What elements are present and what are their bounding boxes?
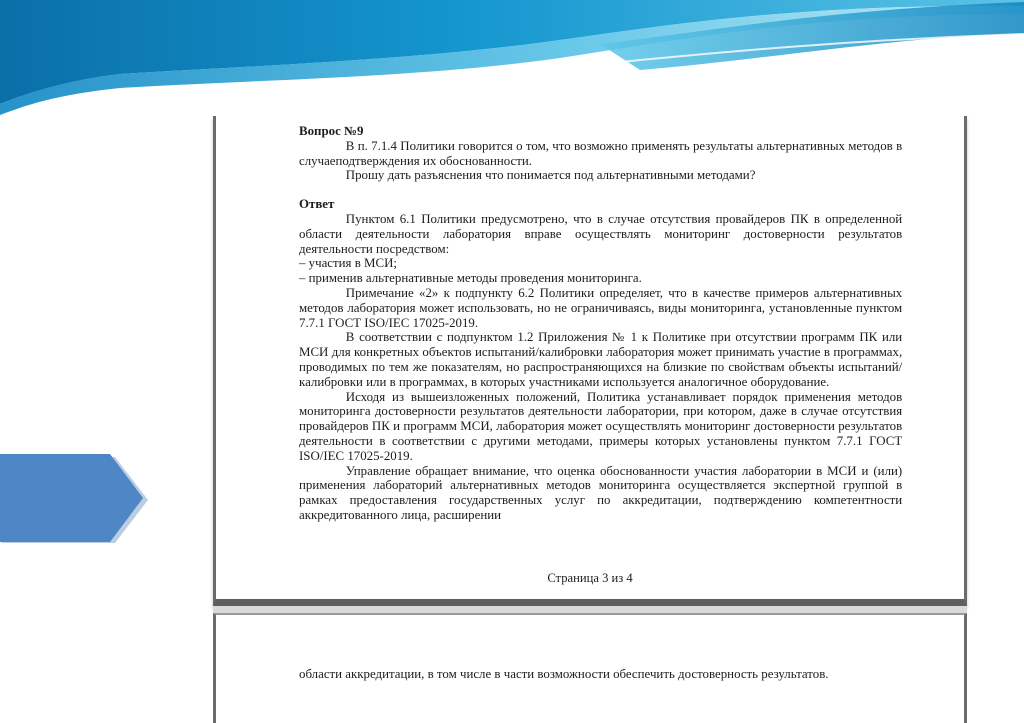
question-heading: Вопрос №9 — [299, 124, 364, 138]
document-page-3 — [213, 116, 967, 606]
answer-paragraph: В соответствии с подпунктом 1.2 Приложения № 1 к Политике при отсутствии программ ПК или МСИ для конкретных объектов испытаний/калибровки лаборатория может принимать участие в программах, проводимых по тем же показателям, но распространяющихся на близкие по свойствам объекты испытаний/калибровки или в программах, в которых участниками используется аналогичное оборудование. — [299, 330, 903, 389]
answer-paragraph: Пунктом 6.1 Политики предусмотрено, что в случае отсутствия провайдеров ПК в определенной области деятельности лаборатория вправе осуществлять мониторинг достоверности результатов деятельности посредством: — [299, 211, 903, 256]
page-4-text — [299, 667, 902, 682]
answer-heading: Ответ — [299, 197, 335, 212]
question-text: В п. 7.1.4 Политики говорится о том, что возможно применять результаты альтернативных методов в случаеподтверждения их обоснованности. — [299, 138, 903, 168]
header-wave-banner — [0, 0, 1024, 130]
page-separator — [213, 606, 967, 613]
side-arrow-tab — [0, 452, 150, 544]
answer-paragraph: Исходя из вышеизложенных положений, Политика устанавливает порядок применения методов мониторинга достоверности результатов деятельности лаборатории, при котором, даже в случае отсутствия провайдеров ПК и программ МСИ, лаборатория может осуществлять мониторинг достоверности результатов деятельности в соответствии с другими методами, примеры которых установлены пунктом 7.7.1 ГОСТ ISO/IEC 17025-2019. — [299, 389, 903, 463]
page-number: Страница 3 из 4 — [547, 571, 633, 585]
answer-paragraph: Управление обращает внимание, что оценка обоснованности участия лаборатории в МСИ и (или) применения лабораторий альтернативных методов мониторинга осуществляется экспертной группой в рамках предоставления государственных услуг по аккредитации, подтверждению компетентности аккредитованного лица, расширении — [299, 463, 903, 522]
answer-list-item: – применив альтернативные методы проведения мониторинга. — [299, 271, 642, 286]
document-page-4 — [213, 613, 967, 723]
page-3-text — [299, 124, 902, 523]
answer-list-item: – участия в МСИ; — [299, 256, 397, 271]
answer-paragraph: Примечание «2» к подпункту 6.2 Политики определяет, что в качестве примеров альтернативных методов лаборатория может использовать, но не ограничиваясь, виды мониторинга, установленные пунктом 7.7.1 ГОСТ ISO/IEC 17025-2019. — [299, 285, 903, 330]
continuation-paragraph: области аккредитации, в том числе в части возможности обеспечить достоверность результатов. — [299, 667, 829, 681]
question-request: Прошу дать разъяснения что понимается под альтернативными методами? — [345, 168, 756, 183]
